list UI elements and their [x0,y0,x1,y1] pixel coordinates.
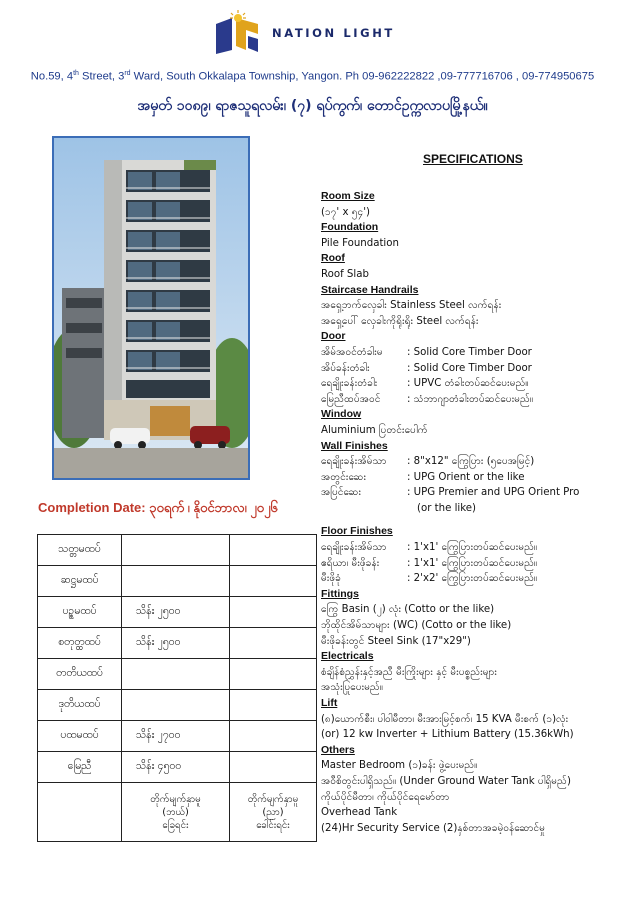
room-size-value: (၁၇' x ၅၄') [321,206,370,218]
roof-label: Roof [321,252,345,265]
table-row [38,597,317,628]
door-row: အိမ်အဝင်တံခါးမ : Solid Core Timber Door [321,346,532,358]
window-label: Window [321,408,362,421]
specifications-heading: SPECIFICATIONS [423,152,523,166]
fittings-label: Fittings [321,587,359,600]
floor-finishes-label: Floor Finishes [321,525,393,538]
floor-name: တတိယထပ် [38,659,122,690]
floor-price-alt [230,752,317,783]
floor-name: စတုတ္ထထပ် [38,628,122,659]
nation-light-logo-icon [212,10,262,56]
floor-price [122,535,230,566]
floor-price: သိန်း ၄၅၀၀ [122,752,230,783]
table-row [38,752,317,783]
floor-name: ပထမထပ် [38,721,122,752]
door-row: မြေညီထပ်အဝင် : သံဘာဂျာတံခါးတပ်ဆင်ပေးမည်။ [321,393,534,405]
floor-price-table [37,534,317,842]
foundation-value: Pile Foundation [321,237,399,249]
floor-price-alt [230,690,317,721]
table-row [38,690,317,721]
others-label: Others [321,743,355,756]
footer-empty-cell [38,783,122,842]
electricals-line: စံချိန်စံညွှန်းနှင့်အညီ မီးကြိုးများ နှင့် မီးပစ္စည်းများ [321,666,498,678]
floor-finish-row: ဧရိယာ၊ မီးဖိုခန်း : 1'x1' ကြွေပြားတပ်ဆင်ပေးမည်။ [321,557,538,569]
wall-row: (or the like) [417,502,477,514]
foundation-label: Foundation [321,221,379,234]
door-row: အိပ်ခန်းတံခါး : Solid Core Timber Door [321,362,532,374]
floor-name: မြေညီ [38,752,122,783]
door-label: Door [321,330,346,343]
table-row [38,566,317,597]
electricals-line: အသုံးပြုပေးမည်။ [321,682,383,694]
window-value: Aluminium ပြတင်းပေါက် [321,424,428,436]
building-photo [52,136,250,480]
others-line: (24)Hr Security Service (2)နှစ်တာအခမဲ့ဝန်ဆောင်မှု [321,822,546,834]
others-line: အဝီစိတွင်းပါရှိသည်။ (Under Ground Water Tank ပါရှိမည်) [321,775,571,787]
floor-name: ဆဋ္ဌမထပ် [38,566,122,597]
fittings-line: မီးဖိုခန်းတွင် Steel Sink (17"x29") [321,635,471,647]
others-line: Overhead Tank [321,807,398,819]
lift-line: (၈)ယောက်စီး၊ ပါဝါမီတာ၊ မီးအားမြင့်စက်၊ 15 KVA မီးစက် (၁)လုံး [321,713,569,725]
fittings-line: ဘိုထိုင်အိမ်သာများ (WC) (Cotto or the like) [321,620,512,632]
floor-price-alt [230,535,317,566]
completion-date: Completion Date: ၃၀ရက် ၊ နိုဝင်ဘာလ၊ ၂၀၂၆ [38,500,278,515]
floor-name: ပဥ္စမထပ် [38,597,122,628]
handrails-line: အရှေ့ဘက်လှေခါး Stainless Steel လက်ရန်း [321,300,502,312]
lift-line: (or) 12 kw Inverter + Lithium Battery (15.36kWh) [321,729,574,741]
electricals-label: Electricals [321,650,374,663]
wall-finishes-label: Wall Finishes [321,439,388,452]
floor-price [122,690,230,721]
handrails-line: အရှေ့ပေါ် လှေခါးကိုရိုးရိုး Steel လက်ရန်း [321,315,479,327]
handrails-label: Staircase Handrails [321,283,419,296]
floor-name: ဒုတိယထပ် [38,690,122,721]
wall-row: အပြင်ဆေး : UPG Premier and UPG Orient Pro [321,487,580,499]
table-row [38,721,317,752]
floor-name: သတ္တမထပ် [38,535,122,566]
floor-price-alt [230,628,317,659]
others-line: ကိုယ်ပိုင်မီတာ၊ ကိုယ်ပိုင်ရေမော်တာ [321,791,450,803]
floor-finish-row: မီးဖိုခုံ : 2'x2' ကြွေပြားတပ်ဆင်ပေးမည်။ [321,573,538,585]
floor-price: သိန်း ၂၇၀၀ [122,721,230,752]
table-row [38,535,317,566]
table-row [38,628,317,659]
floor-price [122,659,230,690]
fittings-line: ကြွေ Basin (၂) လုံး (Cotto or the like) [321,604,495,616]
footer-left-facing: တိုက်မျက်နှာမူ (ဘယ်) ခြေရင်း [122,783,230,842]
footer-right-facing: တိုက်မျက်နှာမူ (ညာ) ခေါင်းရင်း [230,783,317,842]
door-row: ရေချိုးခန်းတံခါး : UPVC တံခါးတပ်ဆင်ပေးမည်။ [321,378,529,390]
table-row [38,659,317,690]
floor-price: သိန်း ၂၅၀၀ [122,628,230,659]
roof-value: Roof Slab [321,268,369,280]
brand-name: NATION LIGHT [272,26,395,40]
table-footer-row [38,783,317,842]
company-address: No.59, 4th Street, 3rd Ward, South Okkalapa Township, Yangon. Ph 09-962222822 ,09-777716706 , 09-774950675 [30,70,595,83]
floor-price-alt [230,566,317,597]
wall-row: ရေချိုးခန်းအိမ်သာ : 8"x12" ကြွေပြား (၅ပေအမြင့်) [321,456,535,468]
floor-price-alt [230,721,317,752]
floor-price-alt [230,659,317,690]
room-size-label: Room Size [321,190,375,202]
floor-price: သိန်း ၂၅၀၀ [122,597,230,628]
floor-finish-row: ရေချိုးခန်းအိမ်သာ : 1'x1' ကြွေပြားတပ်ဆင်ပေးမည်။ [321,542,538,554]
floor-price-alt [230,597,317,628]
floor-price [122,566,230,597]
lift-label: Lift [321,697,338,709]
others-line: Master Bedroom (၁)ခန်း ဖွဲ့ပေးမည်။ [321,760,478,772]
wall-row: အတွင်းဆေး : UPG Orient or the like [321,471,525,483]
property-address-title: အမှတ် ၁၀၈၉၊ ရာဇသူရလမ်း၊ (၇) ရပ်ကွက်၊ တောင်ဥက္ကလာပမြို့နယ်။ [137,98,488,114]
